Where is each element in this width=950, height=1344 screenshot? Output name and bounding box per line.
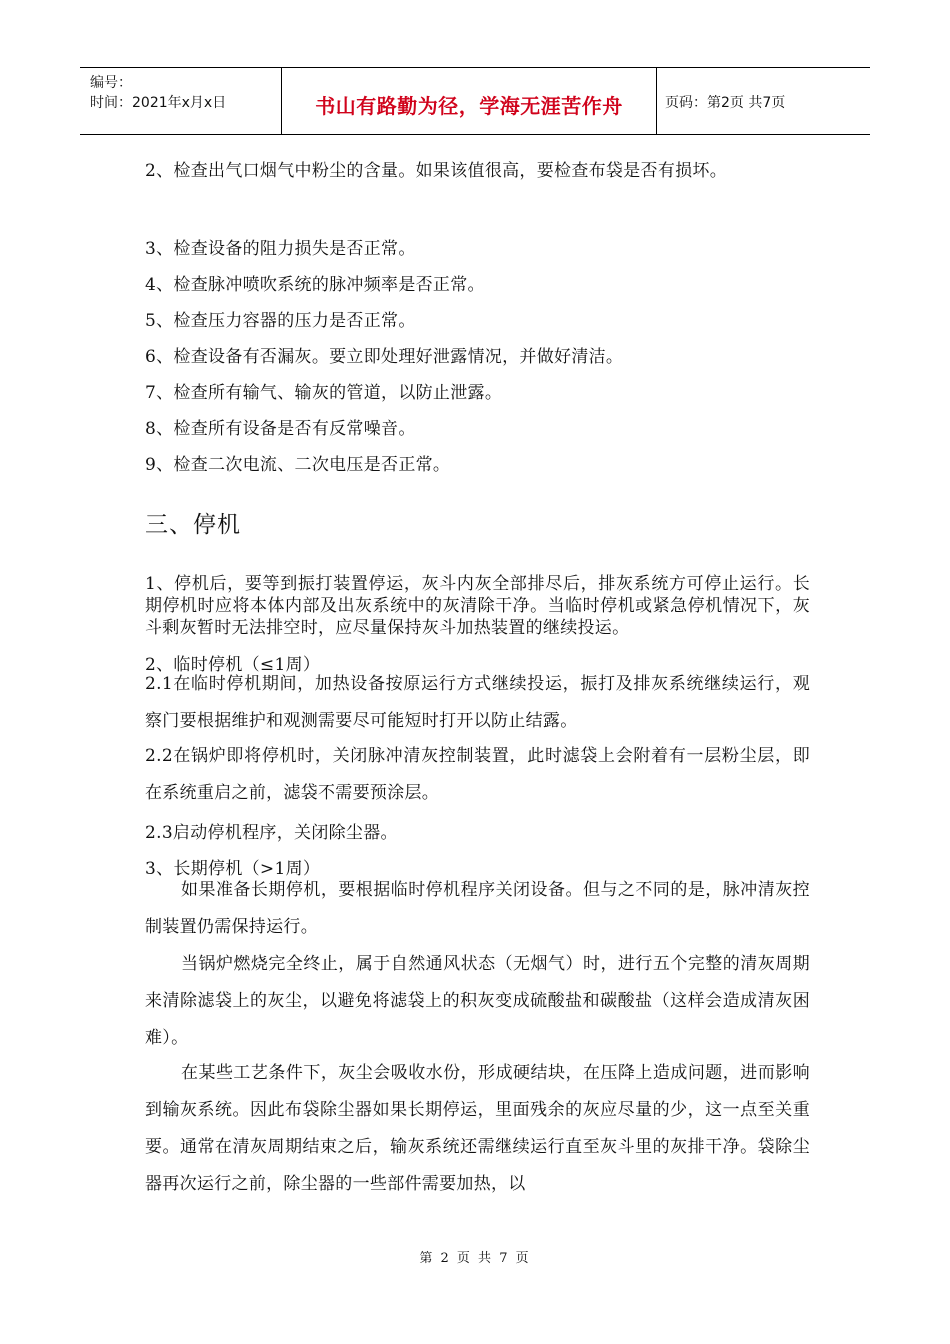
header-page-cell <box>657 68 870 134</box>
page-footer: 第 2 页 共 7 页 <box>419 1251 531 1266</box>
header-motto: 书山有路勤为径，学海无涯苦作舟 <box>315 94 623 118</box>
check-item: 4、检查脉冲喷吹系统的脉冲频率是否正常。 <box>145 275 485 295</box>
paragraph-2-3: 2.3启动停机程序，关闭除尘器。 <box>145 823 398 843</box>
paragraph-3-b: 当锅炉燃烧完全终止，属于自然通风状态（无烟气）时，进行五个完整的清灰周期来清除滤袋上的灰尘，以避免将滤袋上的积灰变成硫酸盐和碳酸盐（这样会造成清灰困难）。 <box>145 954 810 1048</box>
check-item: 3、检查设备的阻力损失是否正常。 <box>145 239 416 259</box>
header-meta <box>80 68 280 134</box>
subheading-long-stop: 3、长期停机（>1周） <box>145 859 321 879</box>
time-label: 时间：2021年x月x日 <box>90 95 227 111</box>
check-item: 9、检查二次电流、二次电压是否正常。 <box>145 455 451 475</box>
check-item: 2、检查出气口烟气中粉尘的含量。如果该值很高，要检查布袋是否有损坏。 <box>145 161 728 181</box>
paragraph-shutdown: 1、停机后，要等到振打装置停运，灰斗内灰全部排尽后，排灰系统方可停止运行。长期停机时应将本体内部及出灰系统中的灰清除干净。当临时停机或紧急停机情况下，灰斗剩灰暂时无法排空时，应尽量保持灰斗加热装置的继续投运。 <box>145 574 810 638</box>
check-item: 5、检查压力容器的压力是否正常。 <box>145 311 416 331</box>
check-item: 8、检查所有设备是否有反常噪音。 <box>145 419 416 439</box>
header-motto-cell <box>281 68 657 134</box>
check-item: 7、检查所有输气、输灰的管道，以防止泄露。 <box>145 383 503 403</box>
paragraph-3-c: 在某些工艺条件下，灰尘会吸收水份，形成硬结块，在压降上造成问题，进而影响到输灰系统。因此布袋除尘器如果长期停运，里面残余的灰应尽量的少，这一点至关重要。通常在清灰周期结束之后，输灰系统还需继续运行直至灰斗里的灰排干净。袋除尘器再次运行之前，除尘器的一些部件需要加热，以 <box>145 1063 810 1194</box>
subheading-temporary-stop: 2、临时停机（≤1周） <box>145 655 321 675</box>
paragraph-3-a: 如果准备长期停机，要根据临时停机程序关闭设备。但与之不同的是，脉冲清灰控制装置仍需保持运行。 <box>145 880 810 937</box>
page-header <box>80 67 870 135</box>
header-page-info: 页码：第2页 共7页 <box>665 95 786 111</box>
paragraph-2-1: 2.1在临时停机期间，加热设备按原运行方式继续投运，振打及排灰系统继续运行，观察门要根据维护和观测需要尽可能短时打开以防止结露。 <box>145 674 810 731</box>
section-title: 三、停机 <box>145 512 241 538</box>
number-label: 编号： <box>90 75 132 91</box>
paragraph-2-2: 2.2在锅炉即将停机时，关闭脉冲清灰控制装置，此时滤袋上会附着有一层粉尘层，即在系统重启之前，滤袋不需要预涂层。 <box>145 746 810 803</box>
check-item: 6、检查设备有否漏灰。要立即处理好泄露情况，并做好清洁。 <box>145 347 624 367</box>
